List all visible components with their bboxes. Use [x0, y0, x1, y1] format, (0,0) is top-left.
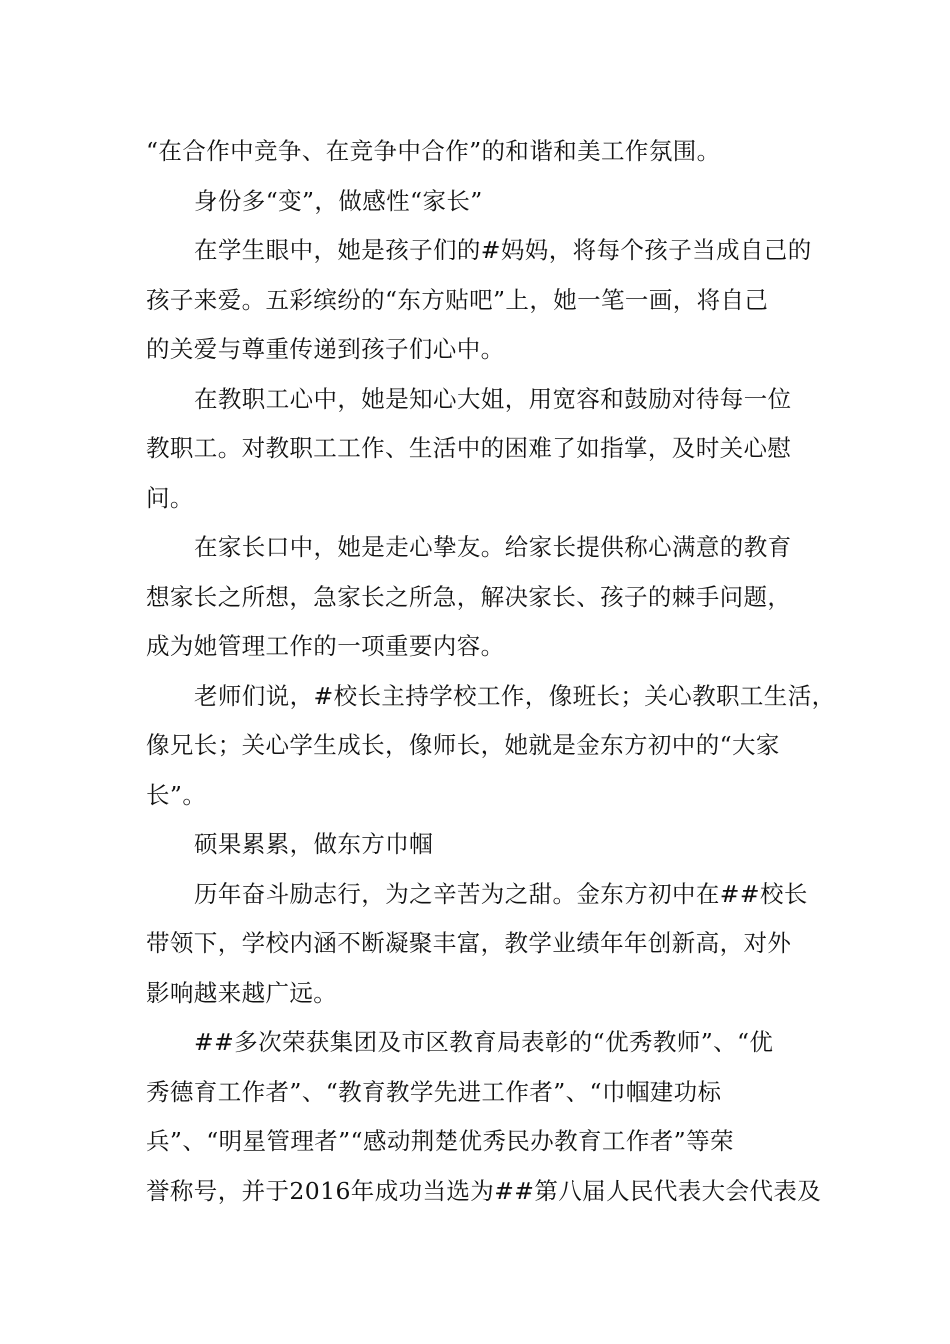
text-line: 历年奋斗励志行，为之辛苦为之甜。金东方初中在##校长 — [194, 879, 808, 908]
text-line: 影响越来越广远。 — [146, 978, 338, 1007]
text-line: 长”。 — [146, 780, 207, 809]
section-heading: 身份多“变”，做感性“家长” — [194, 186, 483, 215]
text-line: 教职工。对教职工工作、生活中的困难了如指掌，及时关心慰 — [146, 434, 792, 462]
section-heading: 硕果累累，做东方巾帼 — [194, 830, 433, 858]
text-line: 在学生眼中，她是孩子们的#妈妈，将每个孩子当成自己的 — [194, 236, 812, 264]
text-line: 兵”、“明星管理者”“感动荆楚优秀民办教育工作者”等荣 — [146, 1127, 734, 1155]
text-line: ##多次荣获集团及市区教育局表彰的“优秀教师”、“优 — [194, 1028, 774, 1056]
text-line: 孩子来爱。五彩缤纷的“东方贴吧”上，她一笔一画，将自己 — [146, 285, 769, 314]
document-body — [146, 127, 836, 1216]
text-line: 的关爱与尊重传递到孩子们心中。 — [146, 335, 505, 363]
text-line: 问。 — [146, 483, 194, 512]
text-line: “在合作中竞争、在竞争中合作”的和谐和美工作氛围。 — [146, 137, 721, 165]
text-line: 在家长口中，她是走心挚友。给家长提供称心满意的教育 — [194, 533, 792, 561]
text-line: 誉称号，并于2016年成功当选为##第八届人民代表大会代表及 — [146, 1176, 822, 1205]
text-line: 像兄长；关心学生成长，像师长，她就是金东方初中的“大家 — [146, 731, 780, 759]
text-line: 想家长之所想，急家长之所急，解决家长、孩子的棘手问题， — [146, 582, 792, 611]
text-line: 秀德育工作者”、“教育教学先进工作者”、“巾帼建功标 — [146, 1077, 722, 1106]
text-line: 成为她管理工作的一项重要内容。 — [146, 632, 505, 660]
text-line: 老师们说，#校长主持学校工作，像班长；关心教职工生活， — [194, 681, 836, 710]
text-line: 在教职工心中，她是知心大姐，用宽容和鼓励对待每一位 — [194, 384, 792, 413]
text-line: 带领下，学校内涵不断凝聚丰富，教学业绩年年创新高，对外 — [146, 929, 792, 957]
